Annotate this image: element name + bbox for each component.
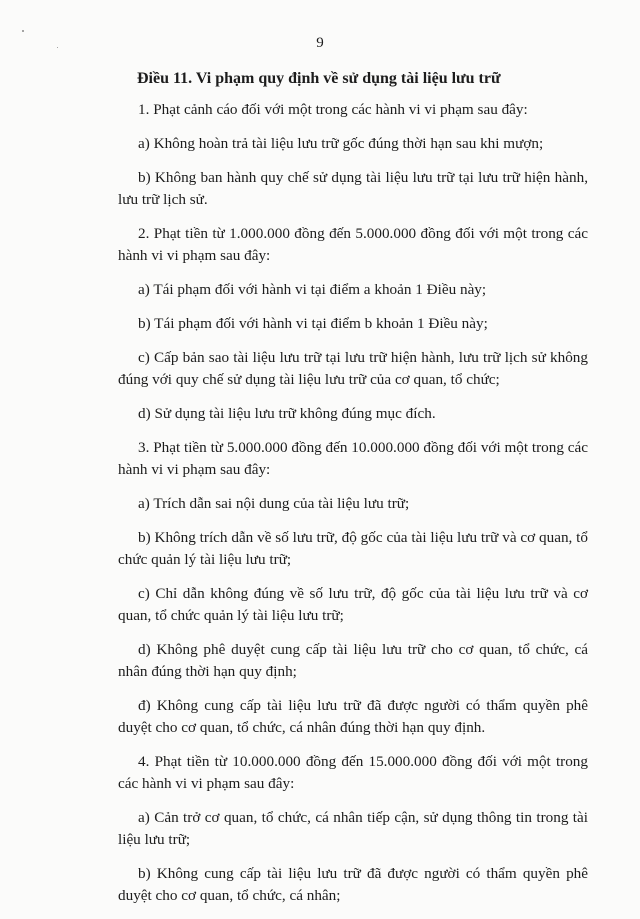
clause-3-point-b: b) Không trích dẫn về số lưu trữ, độ gốc của tài liệu lưu trữ và cơ quan, tổ chức quản lý tài liệu lưu trữ; [118, 529, 588, 568]
clause-4: 4. Phạt tiền từ 10.000.000 đồng đến 15.000.000 đồng đối với một trong các hành vi vi phạm sau đây: [118, 753, 588, 792]
clause-3: 3. Phạt tiền từ 5.000.000 đồng đến 10.000.000 đồng đối với một trong các hành vi vi phạm sau đây: [118, 439, 588, 478]
clause-2-point-b: b) Tái phạm đối với hành vi tại điểm b khoản 1 Điều này; [138, 315, 488, 332]
clause-1-point-a: a) Không hoàn trả tài liệu lưu trữ gốc đúng thời hạn sau khi mượn; [138, 135, 544, 152]
clause-3-point-d: d) Không phê duyệt cung cấp tài liệu lưu trữ cho cơ quan, tổ chức, cá nhân đúng thời hạn quy định; [118, 641, 588, 680]
clause-3-point-c: c) Chỉ dẫn không đúng về số lưu trữ, độ gốc của tài liệu lưu trữ và cơ quan, tổ chức quản lý tài liệu lưu trữ; [118, 585, 588, 624]
article-heading: Điều 11. Vi phạm quy định về sử dụng tài liệu lưu trữ [137, 70, 501, 87]
document-body [118, 68, 588, 919]
clause-2-point-a: a) Tái phạm đối với hành vi tại điểm a khoản 1 Điều này; [138, 281, 487, 298]
clause-1: 1. Phạt cảnh cáo đối với một trong các hành vi vi phạm sau đây: [138, 101, 528, 118]
clause-4-point-b: b) Không cung cấp tài liệu lưu trữ đã được người có thẩm quyền phê duyệt cho cơ quan, tổ chức, cá nhân; [118, 865, 588, 904]
clause-3-point-dd: đ) Không cung cấp tài liệu lưu trữ đã được người có thẩm quyền phê duyệt cho cơ quan, tổ chức, cá nhân đúng thời hạn quy định. [118, 697, 588, 736]
clause-2-point-c: c) Cấp bản sao tài liệu lưu trữ tại lưu trữ hiện hành, lưu trữ lịch sử không đúng với quy chế sử dụng tài liệu lưu trữ của cơ quan, tổ chức; [118, 349, 588, 388]
clause-4-point-a: a) Cản trở cơ quan, tổ chức, cá nhân tiếp cận, sử dụng thông tin trong tài liệu lưu trữ; [118, 809, 588, 848]
scan-speck [22, 30, 24, 32]
page-number: 9 [316, 35, 324, 51]
clause-3-point-a: a) Trích dẫn sai nội dung của tài liệu lưu trữ; [138, 495, 410, 512]
clause-1-point-b: b) Không ban hành quy chế sử dụng tài liệu lưu trữ tại lưu trữ hiện hành, lưu trữ lịch sử. [118, 169, 588, 208]
clause-2: 2. Phạt tiền từ 1.000.000 đồng đến 5.000.000 đồng đối với một trong các hành vi vi phạm sau đây: [118, 225, 588, 264]
clause-2-point-d: d) Sử dụng tài liệu lưu trữ không đúng mục đích. [138, 405, 436, 422]
